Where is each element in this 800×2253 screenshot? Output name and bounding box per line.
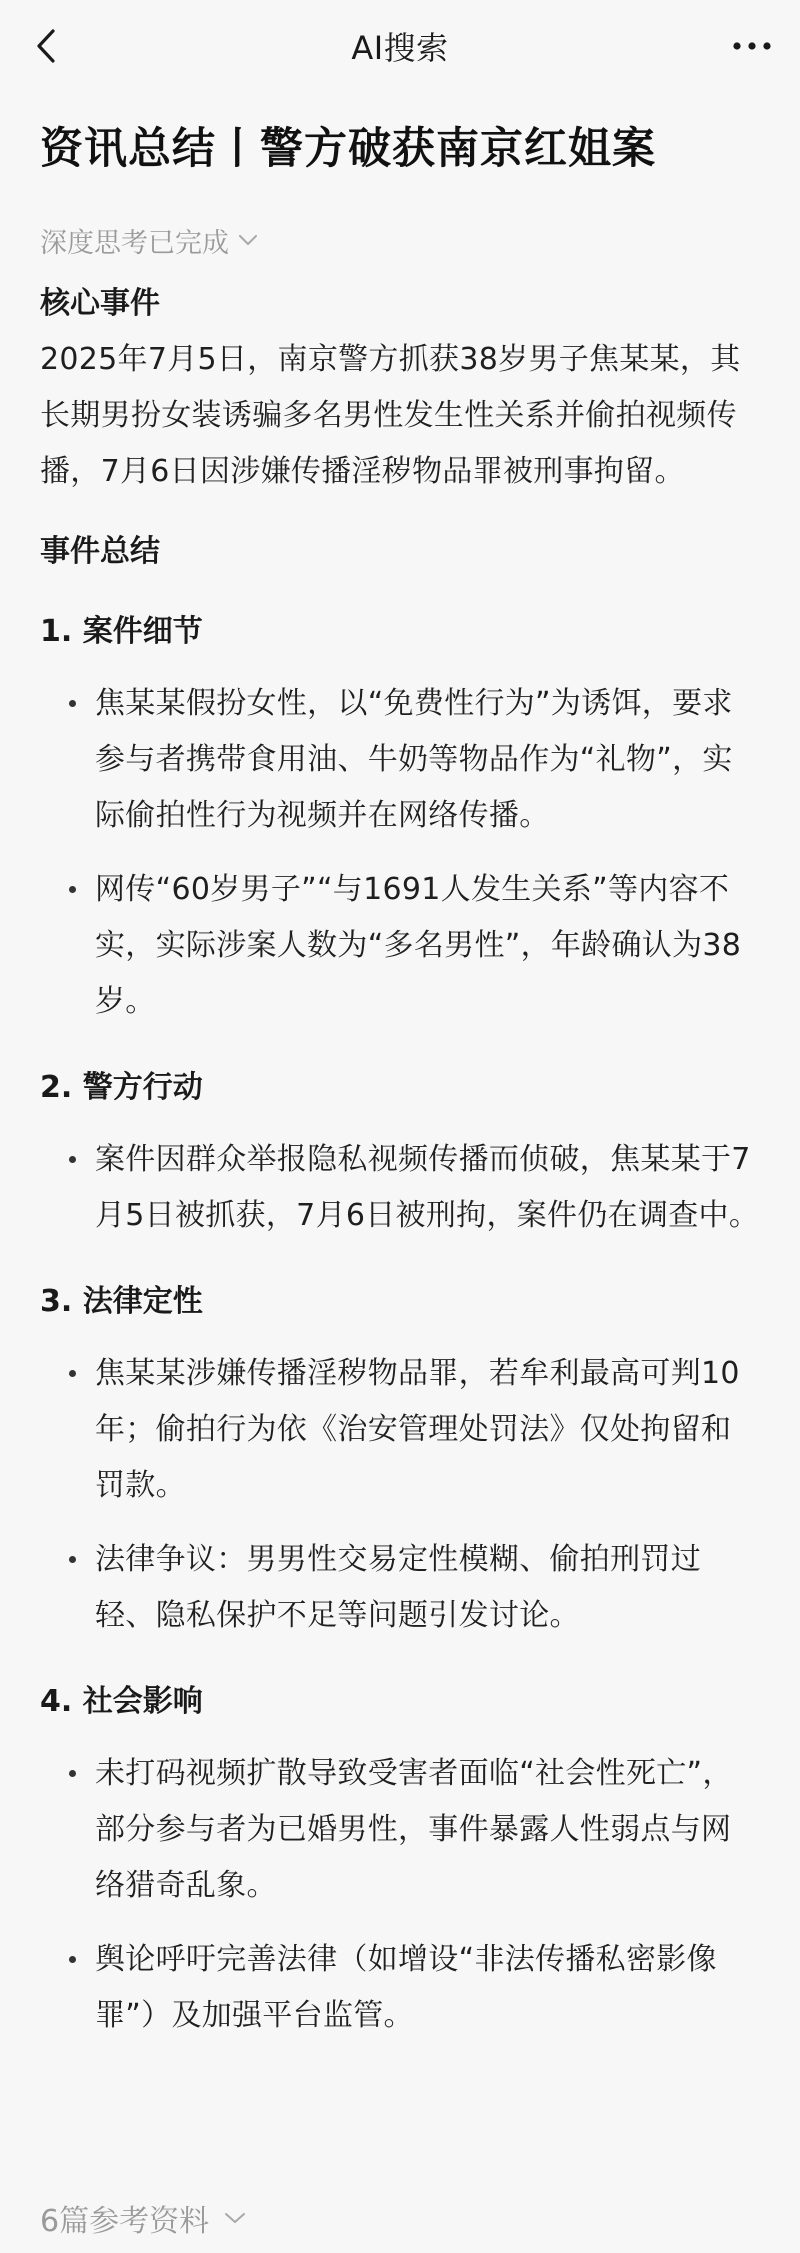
list-item-text: 未打码视频扩散导致受害者面临“社会性死亡”，部分参与者为已婚男性，事件暴露人性弱点与网络猎奇乱象。 xyxy=(95,1756,733,1903)
bullet-list xyxy=(40,1746,760,2044)
list-item-text: 网传“60岁男子”“与1691人发生关系”等内容不实，实际涉案人数为“多名男性”，年龄确认为38岁。 xyxy=(95,872,742,1019)
list-item xyxy=(40,1346,760,1514)
think-status-label: 深度思考已完成 xyxy=(40,227,229,259)
list-item-text: 焦某某涉嫌传播淫秽物品罪，若牟利最高可判10年；偷拍行为依《治安管理处罚法》仅处拘留和罚款。 xyxy=(95,1356,740,1503)
section-heading: 1. 案件细节 xyxy=(40,614,203,649)
bullet-list xyxy=(40,676,760,1030)
list-item-text: 案件因群众举报隐私视频传播而侦破，焦某某于7月5日被抓获，7月6日被刑拘，案件仍在调查中。 xyxy=(95,1142,760,1233)
section-social-impact xyxy=(40,1680,760,2044)
article-content xyxy=(40,118,760,2044)
list-item xyxy=(40,676,760,844)
core-event-text: 2025年7月5日，南京警方抓获38岁男子焦某某，其长期男扮女装诱骗多名男性发生性关系并偷拍视频传播，7月6日因涉嫌传播淫秽物品罪被刑事拘留。 xyxy=(40,342,741,489)
summary-heading: 事件总结 xyxy=(40,534,160,569)
section-police-action xyxy=(40,1066,760,1244)
list-item xyxy=(40,1532,760,1644)
core-event-heading: 核心事件 xyxy=(40,286,160,321)
section-heading: 3. 法律定性 xyxy=(40,1284,203,1319)
section-heading: 2. 警方行动 xyxy=(40,1070,203,1105)
bullet-dot xyxy=(69,886,76,893)
section-heading: 4. 社会影响 xyxy=(40,1684,203,1719)
section-legal xyxy=(40,1280,760,1644)
header-title: AI搜索 xyxy=(351,29,449,67)
list-item xyxy=(40,1132,760,1244)
list-item xyxy=(40,1746,760,1914)
list-item-text: 法律争议：男男性交易定性模糊、偷拍刑罚过轻、隐私保护不足等问题引发讨论。 xyxy=(95,1542,701,1633)
page-title: 资讯总结丨警方破获南京红姐案 xyxy=(40,124,656,174)
bullet-dot xyxy=(69,1956,76,1963)
more-horizontal-icon xyxy=(732,41,772,51)
references-toggle[interactable] xyxy=(40,2196,247,2240)
list-item-text: 舆论呼吁完善法律（如增设“非法传播私密影像罪”）及加强平台监管。 xyxy=(95,1942,717,2033)
more-button[interactable] xyxy=(726,26,778,66)
references-label: 6篇参考资料 xyxy=(40,2204,210,2239)
bullet-dot xyxy=(69,700,76,707)
bullet-dot xyxy=(69,1370,76,1377)
bullet-dot xyxy=(69,1156,76,1163)
list-item xyxy=(40,862,760,1030)
list-item xyxy=(40,1932,760,2044)
chevron-down-icon xyxy=(223,2211,247,2225)
bullet-list xyxy=(40,1346,760,1644)
bullet-list xyxy=(40,1132,760,1244)
list-item-text: 焦某某假扮女性，以“免费性行为”为诱饵，要求参与者携带食用油、牛奶等物品作为“礼物”，实际偷拍性行为视频并在网络传播。 xyxy=(95,686,733,833)
chevron-down-icon xyxy=(237,233,259,247)
bullet-dot xyxy=(69,1556,76,1563)
think-status-toggle[interactable] xyxy=(40,220,760,260)
section-case-details xyxy=(40,610,760,1030)
top-bar xyxy=(0,0,800,92)
back-button[interactable] xyxy=(26,26,66,66)
chevron-left-icon xyxy=(35,28,57,64)
bullet-dot xyxy=(69,1770,76,1777)
